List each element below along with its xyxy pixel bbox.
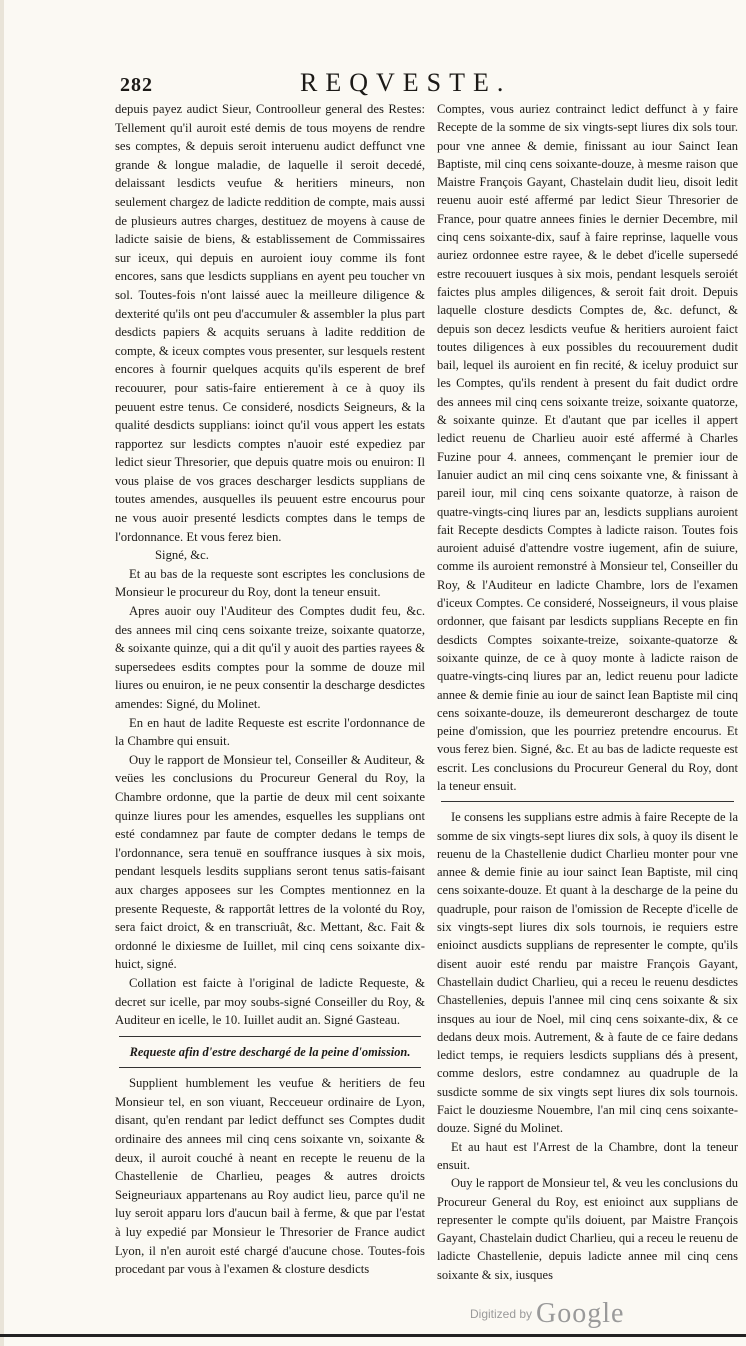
scan-bottom-edge [0,1334,746,1337]
left-paragraph-3: Apres auoir ouy l'Auditeur des Comptes dudit feu, &c. des annees mil cinq cens soixante treize, soixante quatorze, & soixante quinze, qui a dit qu'il y auoit des parties rayees & supersedees esdits comptes pour la somme de douze mil liures ou enuiron, ie ne peux consentir la descharge desdictes amendes: Signé, du Molinet. [115,604,425,711]
left-paragraph-5: Ouy le rapport de Monsieur tel, Conseiller & Auditeur, & veües les conclusions du Procureur General du Roy, la Chambre ordonne, que la partie de deux mil cent soixante quinze liures pour les amendes, esquelles les supplians ont esté condamnez par faute de compter dedans le temps de l'ordonnance, sera tenuë en souffrance iusques à six mois, pendant lesquels lesdits supplians seront tenus satis-faisant aux charges apposees sur les Comptes mentionnez en la presente Requeste, & rapportât lettres de la volonté du Roy, sera faict droict, & en transcriuât, &c. Mettant, &c. Fait & ordonné le dixiesme de Iuillet, mil cinq cens soixante dix-huict, signé. [115,752,425,972]
running-title: REQVESTE. [300,68,512,97]
left-paragraph-4: En en haut de ladite Requeste est escrite l'ordonnance de la Chambre qui ensuit. [115,715,425,749]
column-divider [441,801,734,802]
page-edge-shadow [0,0,4,1346]
signature-line: Signé, &c. [155,548,209,563]
left-paragraph-6: Collation est faicte à l'original de ladicte Requeste, & decret sur icelle, par moy soubs-signé Conseiller du Roy, & Auditeur en icelle, le 10. Iuillet audit an. Signé Gasteau. [115,975,425,1028]
left-column [115,100,425,1279]
right-paragraph-4: Ouy le rapport de Monsieur tel, & veu les conclusions du Procureur General du Roy, est enioinct aux supplians de representer le compte qu'ils doiuent, par Maistre François Gayant, Chastelain dudict Charlieu, qui a receu le reuenu de ladicte Chastellenie, depuis ladicte annee mil cinq cens soixante & six, iusques [437,1176,738,1282]
left-paragraph-2: Et au bas de la requeste sont escriptes les conclusions de Monsieur le procureur du Roy, dont la teneur ensuit. [115,566,425,600]
section-divider [119,1036,421,1037]
right-paragraph-1: Comptes, vous auriez contrainct ledict deffunct à y faire Recepte de la somme de six vingts-sept liures dix sols tour. pour vne annee & demie, finissant au iour Sainct Iean Baptiste, mil cinq cens soixante-douze, à mesme raison que Maistre François Gayant, Chastelain dudit lieu, disoit ledit reuenu auoir esté affermé par ledict Sieur Thresorier de France, pour quatre annees finies le dernier Decembre, mil cinq cens soixante-dix, sauf à faire reprinse, laquelle vous auriez ordonnee estre rayee, & le debet d'icelle supersedé estre recouuert iusques à six mois, pendant lesquels seroiét faictes plus amples diligences, & seroit fait droit. Depuis laquelle closture desdicts Comptes de, &c. defunct, & depuis son decez lesdicts veufue & heritiers auroient faict toutes diligences à eux possibles du recouurement dudit bail, lequel ils auroient en fin recité, & iceluy produict sur les Comptes, qu'ils rendent à present du fait dudict ordre des annees mil cinq cens soixante treize, soixante quatorze, & soixante quinze. Et d'autant que par icelles il appert ledict reuenu de Charlieu auoir esté affermé à Charles Fuzine pour 4. annees, commençant le premier iour de Ianuier audict an mil cinq cens soixante vne, & finissant à pareil iour, mil cinq cens soixante quatorze, à raison de quatre-vingts-cinq liures par an, lesdicts supplians auroient fait Recepte desdicts Comptes à ladicte raison. Toutes fois auroient aduisé d'attendre vostre iugement, afin de suiure, comme ils auroient remonstré à Monsieur tel, Conseiller du Roy, & l'Auditeur en ladicte Chambre, lors de l'examen d'iceux Comptes. Ce consideré, Nosseigneurs, il vous plaise ordonner, que faisant par lesdicts supplians Recepte en fin desdicts Comptes soixante-treize, soixante-quatorze & soixante quinze, de ce à quoy monte à ladicte raison de quatre-vingts-cinq liures par an, ledict reuenu pour ladicte annee & demie finie au iour de sainct Iean Baptiste mil cinq cens soixante-douze, ils demeureront deschargez de toute peine d'omission, que les pourriez pretendre encourus. Et vous ferez bien. Signé, &c. Et au bas de ladicte requeste est escrit. Les conclusions du Procureur General du Roy, dont la teneur ensuit. [437,102,738,793]
right-column [437,100,738,1284]
right-paragraph-3: Et au haut est l'Arrest de la Chambre, dont la teneur ensuit. [437,1139,738,1172]
left-paragraph-7: Supplient humblement les veufue & heritiers de feu Monsieur tel, en son viuant, Recceueur ordinaire de Lyon, disant, qu'en rendant par ledict deffunct ses Comptes dudit ordinaire des annees mil cinq cens soixante vn, soixante & deux, il auroit couché à neant en recepte le reuenu de la Chastellenie de Charlieu, peages & autres droicts Seigneuriaux appartenans au Roy audict lieu, parce qu'il ne luy seroit apparu lors d'aucun bail à ferme, & que par l'estat à luy expedié par Monsieur le Thresorier de France audict Lyon, il n'en auroit esté chargé d'aucune chose. Toutes-fois procedant par vous à l'examen & closture desdicts [115,1076,425,1277]
section-divider [119,1067,421,1068]
page-number: 282 [120,74,153,96]
watermark-prefix: Digitized by [470,1307,533,1321]
section-heading: Requeste afin d'estre deschargé de la peine d'omission. [129,1044,411,1059]
watermark-brand: Google [536,1298,625,1329]
left-paragraph-1: depuis payez audict Sieur, Controolleur general des Restes: Tellement qu'il auroit esté demis de tous moyens de rendre ses comptes, & depuis seroit interuenu audict deffunct vne grande & longue maladie, de laquelle il seroit decedé, delaissant lesdicts veufue & heritiers mineurs, non seulement chargez de ladicte reddition de compte, mais aussi de plusieurs autres charges, destituez de moyens à cause de ladicte saisie de biens, & establissement de Commissaires sur iceux, qui depuis en auroient iouy comme ils font encores, sans que lesdicts supplians en ayent peu toucher vn sol. Toutes-fois n'ont laissé auec la meilleure diligence & dexterité qu'ils ont peu d'accumuler & assembler la plus part desdicts papiers & acquits seruans à ladite reddition de compte, & iceux comptes vous presenter, sur lesquels restent encores à fournir quelques acquits qu'ils esperent de bref recouurer, pour satis-faire entierement à ce à quoy ils peuuent estre tenus. Ce consideré, nosdicts Seigneurs, & la qualité desdicts supplians: ioinct qu'il vous appert les estats rapportez sur lesdicts comptes n'auoir esté expediez par ledict sieur Thresorier, que depuis quatre mois ou enuiron: Il vous plaise de vos graces descharger lesdicts supplians de toutes amendes, ausquelles ils peuuent estre encourus pour ne vous auoir presenté lesdicts comptes dans le temps de l'ordonnance. Et vous ferez bien. [115,102,425,544]
right-paragraph-2: Ie consens les supplians estre admis à faire Recepte de la somme de six vingts-sept liures dix sols, à quoy ils disent le reuenu de la Chastellenie dudict Charlieu monter pour vne annee & demie finie au iour sainct Iean Baptiste, mil cinq cens soixante-douze. Et quant à la descharge de la peine du quadruple, pour raison de l'omission de Recepte d'icelle de six vingts-sept liures dix sols tournois, ie requiers estre enioinct ausdicts supplians de representer le compte, qu'ils disent auoir esté rendu par maistre François Gayant, Chastellain dudict Charlieu, qui a receu le reuenu desdictes Chastellenies, depuis l'annee mil cinq cens soixante & six insques au iour de Noel, mil cinq cens soixante-dix, & ce dedans deux mois. Autrement, & à faute de ce faire dedans ledict temps, ie requiers lesdicts supplians dés à present, comme deslors, estre condamnez au quadruple de la susdicte somme de six vingts sept liures dix sols tournois. Faict le douziesme Nouembre, l'an mil cinq cens soixante-douze. Signé du Molinet. [437,810,738,1136]
digitized-watermark [470,1298,624,1330]
